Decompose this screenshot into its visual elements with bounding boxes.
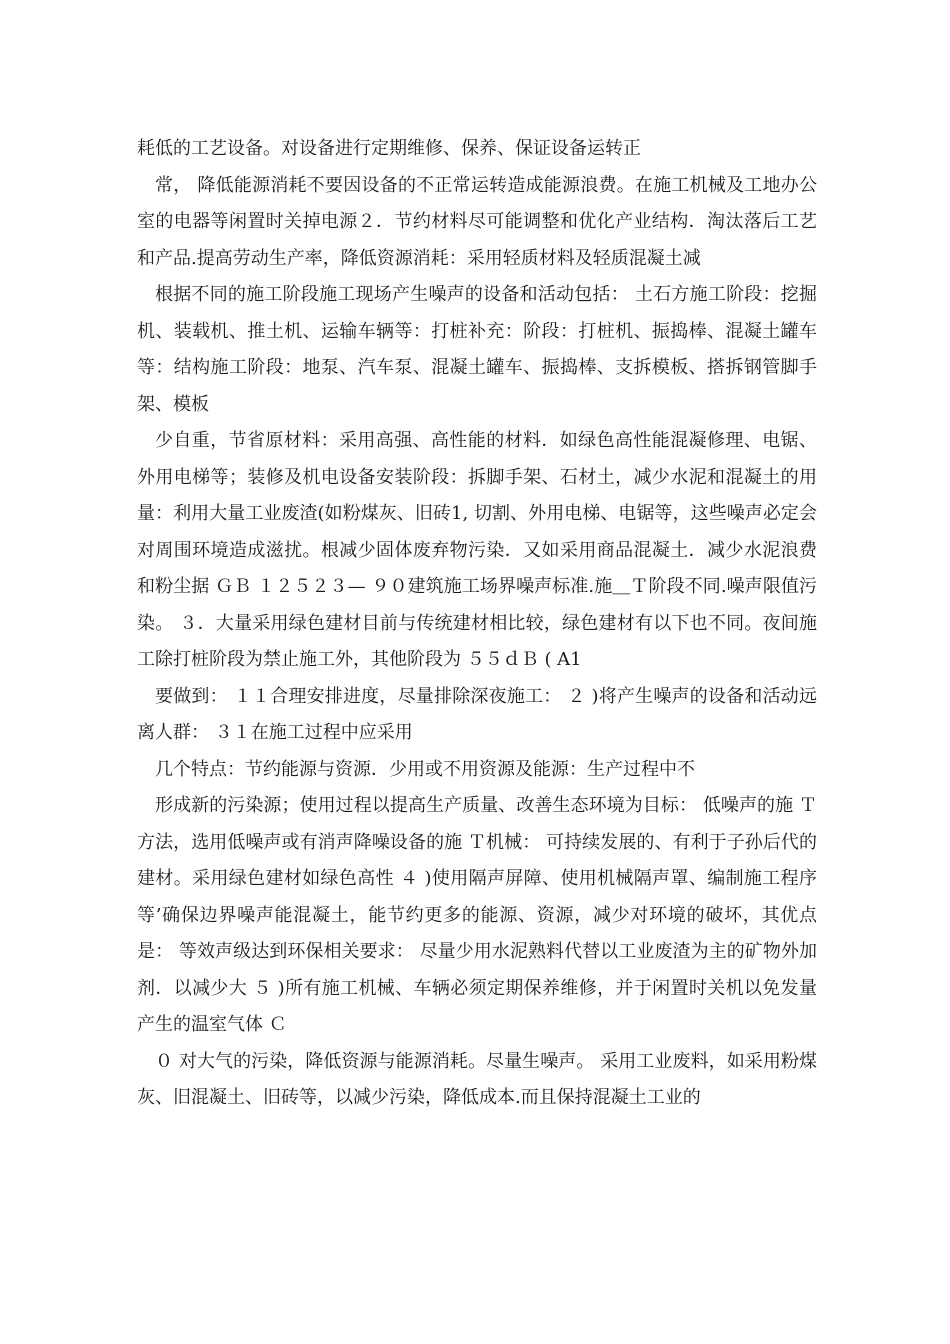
paragraph-8: ０ 对大气的污染，降低资源与能源消耗。尽量生噪声。 采用工业废料，如采用粉煤灰、旧混凝土、旧砖等，以减少污染，降低成本.而且保持混凝土工业的 [137,1050,817,1108]
paragraph-3: 根据不同的施工阶段施工现场产生噪声的设备和活动包括： 土石方施工阶段：挖掘机、装载机、推土机、运输车辆等：打桩补充：阶段：打桩机、振捣棒、混凝土罐车等：结构施工阶段：地泵、汽车泵、混凝土罐车、振捣棒、支拆模板、搭拆钢管脚手架、模板 [137,284,817,415]
paragraph-4: 少自重，节省原材料：采用高强、高性能的材料．如绿色高性能混凝修理、电锯、外用电梯等；装修及机电设备安装阶段：拆脚手架、石材土，减少水泥和混凝土的用量：利用大量工业废渣(如粉煤灰、旧砖1, 切割、外用电梯、电锯等，这些噪声必定会对周围环境造成滋扰。根减少固体废弃物污染．又如采用商品混凝土．减少水泥浪费和粉尘据 ＧＢ １２５２３— ９０建筑施工场界噪声标准.施＿Ｔ阶段不同.噪声限值污染。 ３．大量采用绿色建材目前与传统建材相比较，绿色建材有以下也不同。夜间施工除打桩阶段为禁止施工外，其他阶段为 ５５ｄＢ ( A1 [137,430,817,670]
paragraph-2: 常， 降低能源消耗不要因设备的不正常运转造成能源浪费。在施工机械及工地办公室的电器等闲置时关掉电源２．节约材料尽可能调整和优化产业结构．淘汰落后工艺和产品.提高劳动生产率，降低资源消耗：采用轻质材料及轻质混凝土减 [137,174,817,269]
document-body [137,131,817,1117]
paragraph-6: 几个特点：节约能源与资源．少用或不用资源及能源：生产过程中不 [155,758,695,780]
paragraph-1: 耗低的工艺设备。对设备进行定期维修、保养、保证设备运转正 [137,138,641,159]
paragraph-7: 形成新的污染源；使用过程以提高生产质量、改善生态环境为目标： 低噪声的施 Ｔ方法，选用低噪声或有消声降噪设备的施 Ｔ机械： 可持续发展的、有利于子孙后代的建材。采用绿色建材如绿色高性 ４ )使用隔声屏障、使用机械隔声罩、编制施工程序等’确保边界噪声能混凝土，能节约更多的能源、资源，减少对环境的破坏，其优点是： 等效声级达到环保相关要求： 尽量少用水泥熟料代替以工业废渣为主的矿物外加剂．以减少大 ５ )所有施工机械、车辆必须定期保养维修，并于闲置时关机以免发量产生的温室气体 Ｃ [137,795,817,1035]
paragraph-5: 要做到： １１合理安排进度，尽量排除深夜施工： ２ )将产生噪声的设备和活动远离人群： ３１在施工过程中应采用 [137,685,817,743]
